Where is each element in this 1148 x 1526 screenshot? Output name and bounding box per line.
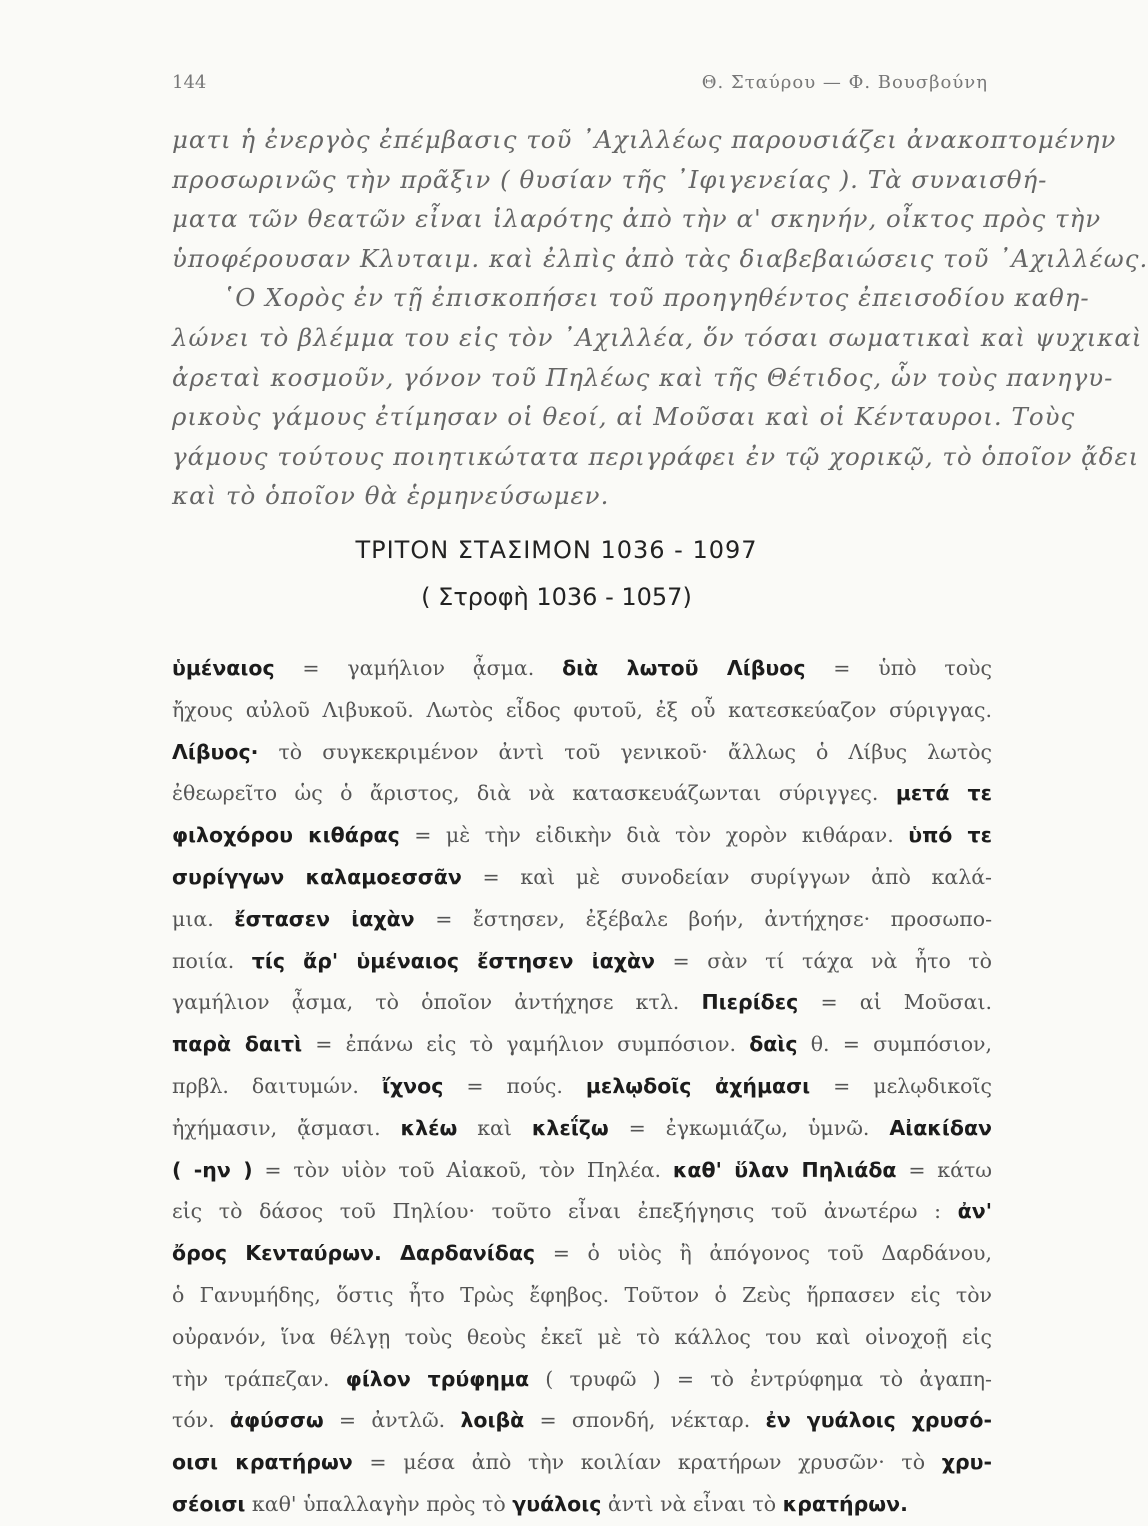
gloss-text: = ὁ υἱὸς ἢ ἀπόγονος τοῦ Δαρδάνου, bbox=[535, 1241, 993, 1266]
lemma-term: ἀν' bbox=[957, 1199, 992, 1224]
gloss-text: ἐθεωρεῖτο ὡς ὁ ἄριστος, διὰ νὰ κατασκευάζωνται σύριγγες. bbox=[172, 781, 896, 806]
gloss-text: = αἱ Μοῦσαι. bbox=[798, 990, 992, 1015]
commentary-line bbox=[172, 648, 992, 690]
lemma-term: καθ' ὕλαν Πηλιάδα bbox=[672, 1157, 897, 1182]
commentary-line bbox=[172, 690, 992, 732]
intro-line: ῾Ο Χορὸς ἐν τῇ ἐπισκοπήσει τοῦ προηγηθέντος ἐπεισοδίου καθη- bbox=[222, 283, 1090, 313]
commentary-line bbox=[172, 1191, 992, 1233]
lemma-term: λοιβὰ bbox=[460, 1408, 525, 1433]
gloss-text: τόν. bbox=[172, 1408, 230, 1433]
lemma-term: παρὰ δαιτὶ bbox=[172, 1032, 303, 1057]
commentary-line bbox=[172, 1150, 992, 1192]
gloss-text: = γαμήλιον ᾆσμα. bbox=[274, 656, 563, 680]
gloss-text: = ὑπὸ τοὺς bbox=[805, 656, 992, 680]
commentary-line bbox=[172, 941, 992, 983]
gloss-text: = καὶ μὲ συνοδείαν συρίγγων ἀπὸ καλά- bbox=[461, 864, 992, 889]
gloss-text: = μέσα ἀπὸ τὴν κοιλίαν κρατήρων χρυσῶν· τὸ bbox=[352, 1450, 942, 1475]
lemma-term: διὰ λωτοῦ Λίβυος bbox=[562, 656, 806, 680]
gloss-text: μια. bbox=[172, 906, 235, 931]
lemma-term: φίλον τρύφημα bbox=[345, 1366, 530, 1391]
commentary-line bbox=[172, 1484, 992, 1526]
commentary-line bbox=[172, 1066, 992, 1108]
lemma-term: σέοισι bbox=[172, 1491, 246, 1516]
gloss-text: καὶ bbox=[457, 1115, 532, 1140]
gloss-text: καθ' ὑπαλλαγὴν πρὸς τὸ bbox=[245, 1491, 513, 1516]
gloss-text: ἤχους αὐλοῦ Λιβυκοῦ. Λωτὸς εἶδος φυτοῦ, ἐξ οὗ κατεσκεύαζον σύριγγας. bbox=[172, 697, 992, 722]
commentary-line bbox=[172, 982, 992, 1024]
lemma-term: οισι κρατήρων bbox=[172, 1450, 353, 1475]
commentary-line bbox=[172, 815, 992, 857]
commentary-line bbox=[172, 1024, 992, 1066]
gloss-text: ἀντὶ νὰ εἶναι τὸ bbox=[601, 1491, 783, 1516]
lemma-term: τίς ἄρ' ὑμέναιος ἔστησεν ἰαχὰν bbox=[251, 948, 656, 973]
lemma-term: ἔστασεν ἰαχὰν bbox=[234, 906, 415, 931]
lemma-term: χρυ- bbox=[941, 1450, 992, 1475]
lemma-term: μελῳδοῖς ἀχήμασι bbox=[585, 1073, 811, 1098]
commentary-line bbox=[172, 732, 992, 774]
gloss-text: οὐρανόν, ἵνα θέλγῃ τοὺς θεοὺς ἐκεῖ μὲ τὸ κάλλος του καὶ οἰνοχοῇ εἰς bbox=[172, 1324, 992, 1349]
gloss-text: = κάτω bbox=[896, 1157, 993, 1182]
lemma-term: Λίβυος· bbox=[172, 739, 259, 764]
commentary-line bbox=[172, 1233, 992, 1275]
gloss-text: = ἔστησεν, ἐξέβαλε βοήν, ἀντήχησε· προσωπο- bbox=[414, 906, 992, 931]
lemma-term: ( -ην ) bbox=[172, 1157, 253, 1182]
lemma-term: ἀφύσσω bbox=[229, 1408, 324, 1433]
lemma-term: μετά τε bbox=[895, 781, 993, 806]
lemma-term: δαὶς bbox=[749, 1032, 798, 1057]
gloss-text: = μελῳδικοῖς bbox=[810, 1073, 992, 1098]
gloss-text: = ἀντλῶ. bbox=[323, 1408, 461, 1433]
gloss-text: εἰς τὸ δάσος τοῦ Πηλίου· τοῦτο εἶναι ἐπεξήγησις τοῦ ἀνωτέρω : bbox=[172, 1199, 958, 1224]
intro-line: ρικοὺς γάμους ἐτίμησαν οἱ θεοί, αἱ Μοῦσαι καὶ οἱ Κένταυροι. Τοὺς bbox=[172, 402, 1076, 432]
lemma-term: ὑμέναιος bbox=[172, 656, 275, 680]
commentary-line bbox=[172, 1359, 992, 1401]
intro-line: γάμους τούτους ποιητικώτατα περιγράφει ἐν τῷ χορικῷ, τὸ ὁποῖον ᾄδει bbox=[172, 441, 1140, 471]
lemma-term: κρατήρων. bbox=[782, 1491, 908, 1516]
section-title: ΤΡΙΤΟΝ ΣΤΑΣΙΜΟΝ 1036 - 1097 bbox=[355, 536, 758, 564]
gloss-text: γαμήλιον ᾆσμα, τὸ ὁποῖον ἀντήχησε κτλ. bbox=[172, 990, 702, 1015]
gloss-text: = ἐπάνω εἰς τὸ γαμήλιον συμπόσιον. bbox=[302, 1032, 750, 1057]
commentary-line bbox=[172, 1275, 992, 1317]
commentary-line bbox=[172, 899, 992, 941]
gloss-text: = ἐγκωμιάζω, ὑμνῶ. bbox=[608, 1115, 890, 1140]
gloss-text: = μὲ τὴν εἰδικὴν διὰ τὸν χορὸν κιθάραν. bbox=[399, 823, 909, 848]
commentary-line bbox=[172, 1400, 992, 1442]
section-subtitle: ( Στροφὴ 1036 - 1057) bbox=[421, 583, 692, 611]
lemma-term: κλέω bbox=[400, 1115, 458, 1140]
gloss-text: ὁ Γανυμήδης, ὅστις ἦτο Τρὼς ἔφηβος. Τοῦτον ὁ Ζεὺς ἥρπασεν εἰς τὸν bbox=[172, 1282, 992, 1307]
intro-paragraph bbox=[172, 120, 1148, 516]
intro-line: ματι ἡ ἐνεργὸς ἐπέμβασις τοῦ ᾿Αχιλλέως παρουσιάζει ἀνακοπτομένην bbox=[172, 125, 1117, 154]
lemma-term: κλεΐζω bbox=[531, 1115, 609, 1140]
page-number: 144 bbox=[172, 72, 207, 93]
intro-line: καὶ τὸ ὁποῖον θὰ ἑρμηνεύσωμεν. bbox=[172, 481, 610, 511]
commentary-line bbox=[172, 1317, 992, 1359]
lemma-term: ὄρος Κενταύρων. Δαρδανίδας bbox=[172, 1241, 536, 1266]
gloss-text: ἠχήμασιν, ᾄσμασι. bbox=[172, 1115, 401, 1140]
gloss-text: = σπονδή, νέκταρ. bbox=[524, 1408, 766, 1433]
intro-line: ματα τῶν θεατῶν εἶναι ἱλαρότης ἀπὸ τὴν α' σκηνήν, οἶκτος πρὸς τὴν bbox=[172, 204, 1102, 234]
intro-line: ἀρεταὶ κοσμοῦν, γόνον τοῦ Πηλέως καὶ τῆς Θέτιδος, ὧν τοὺς πανηγυ- bbox=[172, 362, 1114, 392]
gloss-text: = τὸν υἱὸν τοῦ Αἰακοῦ, τὸν Πηλέα. bbox=[252, 1157, 673, 1182]
intro-line: ὑποφέρουσαν Κλυταιμ. καὶ ἐλπὶς ἀπὸ τὰς διαβεβαιώσεις τοῦ ᾿Αχιλλέως. bbox=[172, 243, 1148, 273]
gloss-text: = πούς. bbox=[443, 1073, 586, 1098]
gloss-text: τὴν τράπεζαν. bbox=[172, 1366, 346, 1391]
lemma-term: ἴχνος bbox=[381, 1073, 444, 1098]
lemma-term: συρίγγων καλαμοεσσᾶν bbox=[172, 864, 462, 889]
gloss-text: πρβλ. δαιτυμών. bbox=[172, 1073, 382, 1098]
lemma-term: ὑπό τε bbox=[908, 823, 992, 848]
gloss-text: τὸ συγκεκριμένον ἀντὶ τοῦ γενικοῦ· ἄλλως ὁ Λίβυς λωτὸς bbox=[258, 739, 992, 764]
lemma-term: Αἰακίδαν bbox=[889, 1115, 992, 1140]
gloss-text: ( τρυφῶ ) = τὸ ἐντρύφημα τὸ ἀγαπη- bbox=[529, 1366, 992, 1391]
commentary-block bbox=[172, 648, 992, 1526]
intro-line: προσωρινῶς τὴν πρᾶξιν ( θυσίαν τῆς ᾿Ιφιγενείας ). Τὰ συναισθή- bbox=[172, 164, 1048, 194]
gloss-text: ποιία. bbox=[172, 948, 252, 973]
gloss-text: θ. = συμπόσιον, bbox=[797, 1032, 993, 1057]
lemma-term: ἐν γυάλοις χρυσό- bbox=[765, 1408, 992, 1433]
commentary-line bbox=[172, 773, 992, 815]
intro-line: λώνει τὸ βλέμμα του εἰς τὸν ᾿Αχιλλέα, ὅν τόσαι σωματικαὶ καὶ ψυχικαὶ bbox=[172, 322, 1143, 352]
running-title: Θ. Σταύρου — Φ. Βουσβούνη bbox=[701, 72, 988, 93]
lemma-term: φιλοχόρου κιθάρας bbox=[172, 823, 400, 848]
commentary-line bbox=[172, 1108, 992, 1150]
commentary-line bbox=[172, 857, 992, 899]
gloss-text: = σὰν τί τάχα νὰ ἦτο τὸ bbox=[655, 948, 992, 973]
lemma-term: Πιερίδες bbox=[701, 990, 799, 1015]
lemma-term: γυάλοις bbox=[512, 1491, 602, 1516]
page-header bbox=[168, 72, 988, 100]
commentary-line bbox=[172, 1442, 992, 1484]
